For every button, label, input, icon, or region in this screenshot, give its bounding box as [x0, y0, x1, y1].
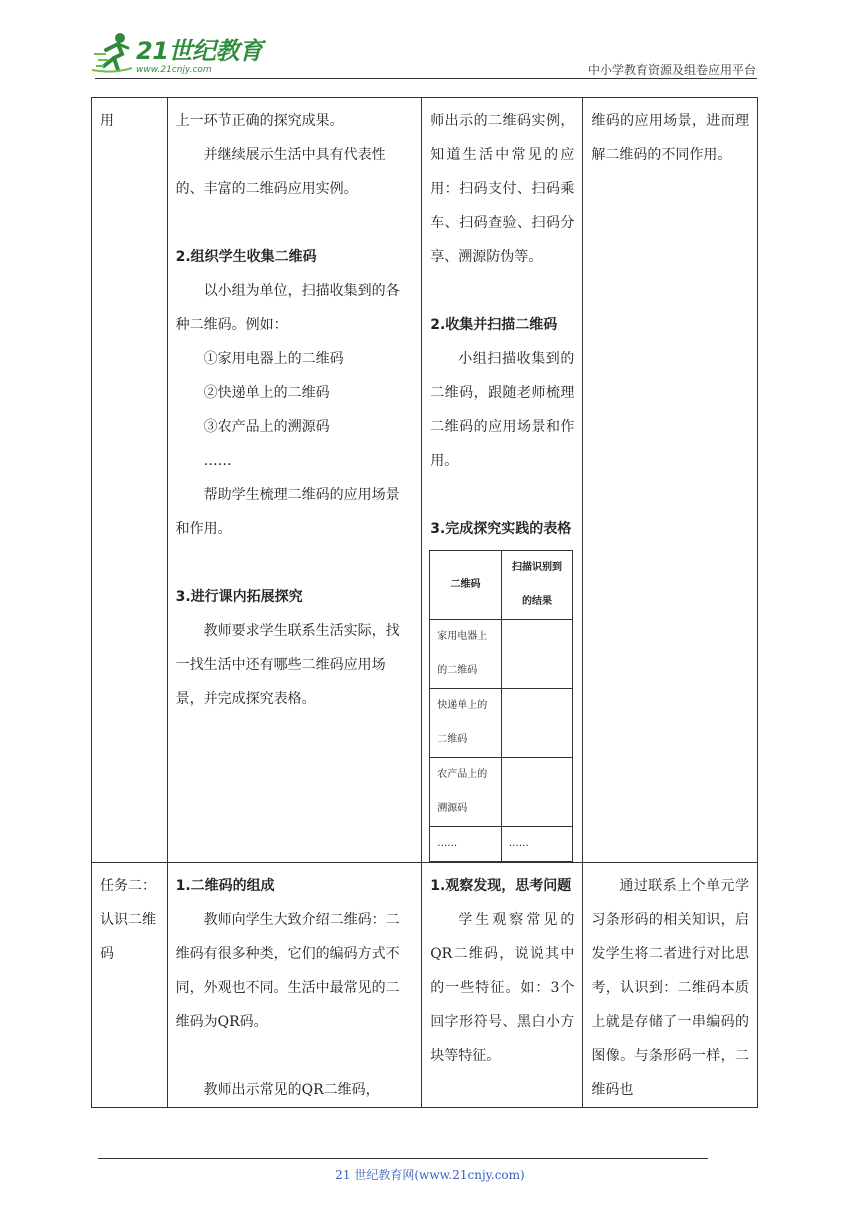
section-heading: 1.观察发现，思考问题 [430, 878, 572, 894]
task-cell [92, 863, 168, 1108]
paragraph: 教师向学生大致介绍二维码：二维码有很多种类，它们的编码方式不同，外观也不同。生活中最常见的二维码为QR码。 [175, 912, 400, 1030]
design-intent-cell [583, 863, 758, 1108]
student-activity-cell [422, 98, 583, 863]
table-cell: 农产品上的溯源码 [430, 758, 502, 827]
list-item: ②快递单上的二维码 [203, 385, 330, 401]
table-cell: …… [501, 827, 573, 862]
logo-brand-text: 21世纪教育 [136, 37, 263, 65]
paragraph: 师出示的二维码实例，知道生活中常见的应用：扫码支付、扫码乘车、扫码查验、扫码分享、溯源防伪等。 [430, 113, 575, 265]
header-divider [95, 78, 757, 79]
paragraph: 维码的应用场景，进而理解二维码的不同作用。 [591, 113, 749, 163]
table-row [92, 863, 758, 1108]
footer-divider [98, 1158, 708, 1159]
table-row [92, 98, 758, 863]
list-item: ①家用电器上的二维码 [203, 351, 344, 367]
paragraph: 教师要求学生联系生活实际，找一找生活中还有哪些二维码应用场景，并完成探究表格。 [175, 623, 400, 707]
paragraph: 上一环节正确的探究成果。 [175, 113, 344, 129]
paragraph: 教师出示常见的QR二维码， [203, 1082, 380, 1098]
section-heading: 2.收集并扫描二维码 [430, 317, 558, 333]
teacher-activity-cell [167, 863, 422, 1108]
inquiry-table [429, 550, 573, 862]
table-cell [501, 689, 573, 758]
section-heading: 2.组织学生收集二维码 [175, 249, 317, 265]
list-item: ③农产品上的溯源码 [203, 419, 330, 435]
task-cell [92, 98, 168, 863]
table-cell [501, 758, 573, 827]
footer-text: 21 世纪教育网(www.21cnjy.com) [335, 1168, 525, 1182]
ellipsis: …… [203, 453, 232, 469]
table-header: 二维码 [430, 551, 502, 620]
table-cell: …… [430, 827, 502, 862]
table-cell [501, 620, 573, 689]
platform-title: 中小学教育资源及组卷应用平台 [587, 63, 756, 77]
logo [92, 30, 262, 75]
paragraph: 小组扫描收集到的二维码，跟随老师梳理二维码的应用场景和作用。 [430, 351, 575, 469]
teacher-activity-cell [167, 98, 422, 863]
runner-logo-icon [92, 30, 132, 74]
paragraph: 并继续展示生活中具有代表性的、丰富的二维码应用实例。 [175, 147, 386, 197]
student-activity-cell [422, 863, 583, 1108]
design-intent-cell [583, 98, 758, 863]
page-header [0, 0, 860, 90]
table-row [430, 620, 573, 689]
paragraph: 帮助学生梳理二维码的应用场景和作用。 [175, 487, 400, 537]
section-heading: 3.进行课内拓展探究 [175, 589, 303, 605]
table-row [430, 551, 573, 620]
logo-url-text: www.21cnjy.com [136, 65, 212, 75]
task-label: 任务二：认识二维码 [100, 878, 156, 962]
table-cell: 家用电器上的二维码 [430, 620, 502, 689]
section-heading: 1.二维码的组成 [175, 878, 275, 894]
table-row [430, 827, 573, 862]
table-row [430, 758, 573, 827]
table-cell: 快递单上的二维码 [430, 689, 502, 758]
lesson-table [91, 97, 758, 1108]
paragraph: 以小组为单位，扫描收集到的各种二维码。例如： [175, 283, 400, 333]
table-row [430, 689, 573, 758]
section-heading: 3.完成探究实践的表格 [430, 521, 572, 537]
paragraph: 学生观察常见的QR二维码，说说其中的一些特征。如：3个回字形符号、黑白小方块等特征。 [430, 912, 575, 1064]
paragraph: 通过联系上个单元学习条形码的相关知识，启发学生将二者进行对比思考，认识到：二维码本质上就是存储了一串编码的图像。与条形码一样，二维码也 [591, 878, 749, 1098]
task-label: 用 [100, 113, 114, 129]
table-header: 扫描识别到的结果 [501, 551, 573, 620]
